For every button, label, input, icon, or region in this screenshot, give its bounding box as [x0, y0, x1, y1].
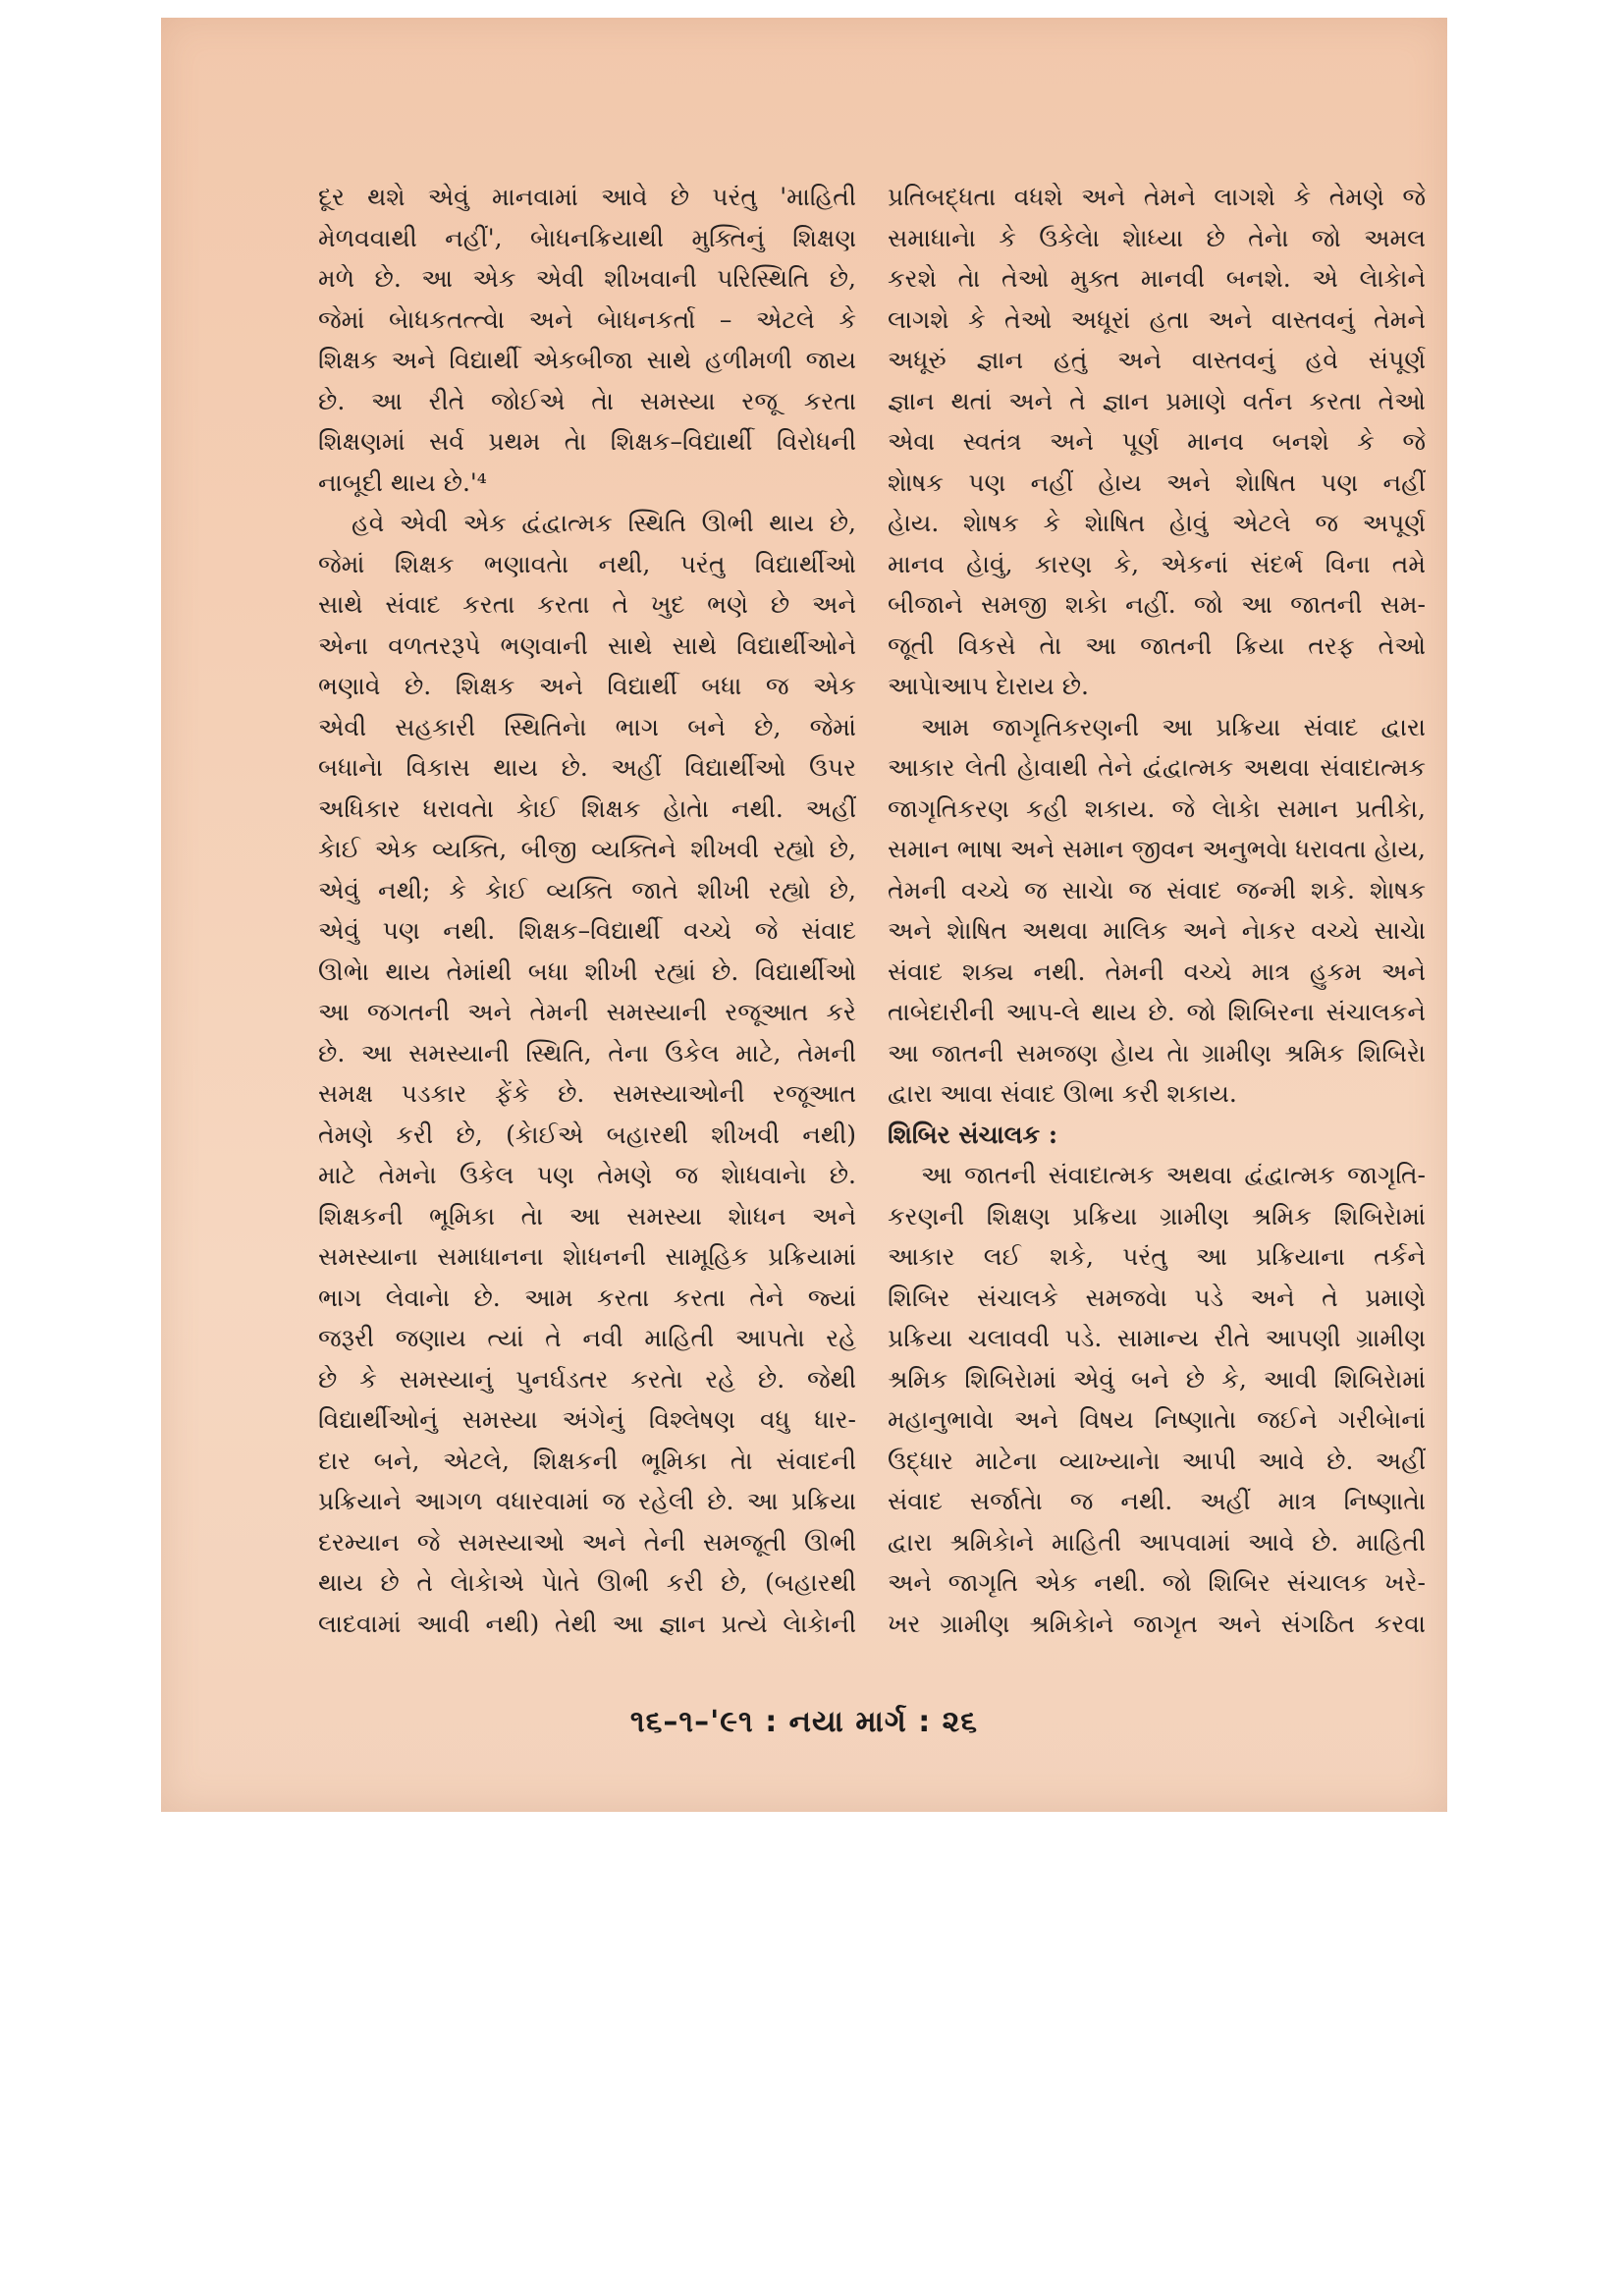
- text-line: સમાન ભાષા અને સમાન જીવન અનુભવેા ધરાવતા હેાય,: [888, 835, 1426, 863]
- text-line: ખર ગ્રામીણ શ્રમિકેાને જાગૃત અને સંગઠિત કરવા: [888, 1609, 1426, 1638]
- text-line: જ્ઞાન થતાં અને તે જ્ઞાન પ્રમાણે વર્તન કરતા તેઓ: [888, 386, 1426, 415]
- paragraph-start-line: આમ જાગૃતિકરણની આ પ્રક્રિયા સંવાદ દ્વારા: [921, 712, 1426, 741]
- text-line: દ્વારા આવા સંવાદ ઊભા કરી શકાય.: [888, 1079, 1237, 1108]
- text-line: જેમાં બેાધકતત્ત્વેા અને બેાધનકર્તા – એટલે કે: [318, 304, 856, 334]
- left-text-column: [318, 177, 856, 1644]
- text-line: લાદવામાં આવી નથી) તેથી આ જ્ઞાન પ્રત્યે લેાકેાની: [318, 1609, 856, 1638]
- text-line: તાબેદારીની આપ-લે થાય છે. જો શિબિરના સંચાલકને: [888, 998, 1426, 1026]
- text-line: સમાધાનેા કે ઉકેલેા શેાધ્યા છે તેનેા જો અમલ: [888, 223, 1426, 252]
- text-line: અધૂરું જ્ઞાન હતું અને વાસ્તવનું હવે સંપૂર્ણ: [888, 346, 1426, 374]
- text-line: કેાઈ એક વ્યક્તિ, બીજી વ્યક્તિને શીખવી રહ્યો છે,: [318, 835, 856, 863]
- text-line: શ્રમિક શિબિરેામાં એવું બને છે કે, આવી શિબિરેામાં: [888, 1364, 1426, 1394]
- text-line: માટે તેમનેા ઉકેલ પણ તેમણે જ શેાધવાનેા છે.: [318, 1161, 856, 1189]
- text-line: ભણાવે છે. શિક્ષક અને વિદ્યાર્થી બધા જ એક: [318, 672, 856, 700]
- text-line: પ્રતિબદ્ધતા વધશે અને તેમને લાગશે કે તેમણે જે: [888, 183, 1426, 211]
- paragraph-start-line: હવે એવી એક દ્વંદ્વાત્મક સ્થિતિ ઊભી થાય છે,: [352, 509, 856, 537]
- text-line: શેાષક પણ નહીં હેાય અને શેાષિત પણ નહીં: [888, 467, 1426, 497]
- text-line: અધિકાર ધરાવતેા કેાઈ શિક્ષક હેાતેા નથી. અહીં: [318, 793, 856, 823]
- page-footer: ૧૬–૧–'૯૧ : નયા માર્ગ : ૨૬: [629, 1705, 979, 1739]
- text-line: જાગૃતિકરણ કહી શકાય. જે લેાકેા સમાન પ્રતીકેા,: [888, 793, 1426, 823]
- text-line: દ્વારા શ્રમિકેાને માહિતી આપવામાં આવે છે. માહિતી: [888, 1527, 1426, 1557]
- paragraph-start-line: આ જાતની સંવાદાત્મક અથવા દ્વંદ્વાત્મક જાગૃતિ-: [921, 1161, 1426, 1189]
- right-text-column: [888, 177, 1426, 1644]
- text-line: ઉદ્ધાર માટેના વ્યાખ્યાનેા આપી આવે છે. અહીં: [888, 1446, 1426, 1475]
- text-line: જેમાં શિક્ષક ભણાવતેા નથી, પરંતુ વિદ્યાર્થીઓ: [318, 549, 856, 578]
- text-line: મળે છે. આ એક એવી શીખવાની પરિસ્થિતિ છે,: [318, 264, 856, 293]
- text-line: સંવાદ શક્ય નથી. તેમની વચ્ચે માત્ર હુકમ અને: [888, 957, 1426, 986]
- text-line: આ જાતની સમજણ હેાય તેા ગ્રામીણ શ્રમિક શિબિરેા: [888, 1038, 1426, 1067]
- text-line: શિક્ષકની ભૂમિકા તેા આ સમસ્યા શેાધન અને: [318, 1201, 856, 1230]
- text-line: દૂર થશે એવું માનવામાં આવે છે પરંતુ 'માહિતી: [318, 183, 856, 211]
- text-line: વિદ્યાર્થીઓનું સમસ્યા અંગેનું વિશ્લેષણ વધુ ધાર-: [318, 1405, 856, 1434]
- text-line: પ્રક્રિયા ચલાવવી પડે. સામાન્ય રીતે આપણી ગ્રામીણ: [888, 1324, 1426, 1352]
- text-line: તેમણે કરી છે, (કેાઈએ બહારથી શીખવી નથી): [318, 1120, 856, 1149]
- text-line: આકાર લઈ શકે, પરંતુ આ પ્રક્રિયાના તર્કને: [888, 1242, 1426, 1271]
- text-line: એવી સહકારી સ્થિતિનેા ભાગ બને છે, જેમાં: [318, 712, 856, 741]
- text-line: ઊભેા થાય તેમાંથી બધા શીખી રહ્યાં છે. વિદ્યાર્થીઓ: [318, 957, 856, 986]
- text-line: સાથે સંવાદ કરતા કરતા તે ખુદ ભણે છે અને: [318, 590, 856, 619]
- text-line: શિબિર સંચાલકે સમજવેા પડે અને તે પ્રમાણે: [888, 1283, 1426, 1312]
- text-line: કરણની શિક્ષણ પ્રક્રિયા ગ્રામીણ શ્રમિક શિબિરેામાં: [888, 1201, 1426, 1230]
- text-line: કરશે તેા તેઓ મુક્ત માનવી બનશે. એ લેાકેાને: [888, 264, 1426, 293]
- text-line: પ્રક્રિયાને આગળ વધારવામાં જ રહેલી છે. આ પ્રક્રિયા: [318, 1487, 856, 1515]
- text-line: છે. આ સમસ્યાની સ્થિતિ, તેના ઉકેલ માટે, તેમની: [318, 1038, 856, 1067]
- text-line: છે કે સમસ્યાનું પુનર્ઘડતર કરતેા રહે છે. જેથી: [318, 1364, 856, 1394]
- section-heading: શિબિર સંચાલક :: [888, 1120, 1058, 1149]
- text-line: એવું પણ નથી. શિક્ષક–વિદ્યાર્થી વચ્ચે જે સંવાદ: [318, 916, 856, 945]
- text-line: અને શેાષિત અથવા માલિક અને નેાકર વચ્ચે સાચેા: [888, 916, 1426, 945]
- text-line: શિક્ષણમાં સર્વ પ્રથમ તેા શિક્ષક–વિદ્યાર્થી વિરોધની: [318, 427, 856, 456]
- page-sheet: [161, 18, 1447, 1812]
- text-line: એવા સ્વતંત્ર અને પૂર્ણ માનવ બનશે કે જે: [888, 427, 1426, 456]
- text-line: આકાર લેતી હેાવાથી તેને દ્વંદ્વાત્મક અથવા સંવાદાત્મક: [888, 753, 1426, 782]
- text-line: દાર બને, એટલે, શિક્ષકની ભૂમિકા તેા સંવાદની: [318, 1446, 856, 1475]
- text-line: દરમ્યાન જે સમસ્યાઓ અને તેની સમજૂતી ઊભી: [318, 1527, 856, 1557]
- text-line: આ જગતની અને તેમની સમસ્યાની રજૂઆત કરે: [318, 998, 856, 1026]
- text-line: નાબૂદી થાય છે.'⁴: [318, 467, 487, 497]
- text-line: બીજાને સમજી શકેા નહીં. જો આ જાતની સમ-: [888, 590, 1426, 619]
- text-line: એના વળતરરૂપે ભણવાની સાથે સાથે વિદ્યાર્થીઓને: [318, 630, 856, 660]
- text-line: સમક્ષ પડકાર ફેંકે છે. સમસ્યાઓની રજૂઆત: [318, 1079, 856, 1108]
- text-line: મહાનુભાવેા અને વિષય નિષ્ણાતેા જઈને ગરીબેાનાં: [888, 1405, 1426, 1434]
- text-line: જૂતી વિકસે તેા આ જાતની ક્રિયા તરફ તેઓ: [888, 630, 1426, 660]
- text-line: હેાય. શેાષક કે શેાષિત હેાવું એટલે જ અપૂર્ણ: [888, 509, 1426, 537]
- text-line: જરૂરી જણાય ત્યાં તે નવી માહિતી આપતેા રહે: [318, 1324, 856, 1352]
- text-line: લાગશે કે તેઓ અધૂરાં હતા અને વાસ્તવનું તેમને: [888, 304, 1426, 334]
- text-line: એવું નથી; કે કેાઈ વ્યક્તિ જાતે શીખી રહ્યો છે,: [318, 875, 856, 904]
- text-line: ભાગ લેવાનેા છે. આમ કરતા કરતા તેને જ્યાં: [318, 1283, 856, 1312]
- text-line: થાય છે તે લેાકેાએ પેાતે ઊભી કરી છે, (બહારથી: [318, 1568, 856, 1597]
- text-line: તેમની વચ્ચે જ સાચેા જ સંવાદ જન્મી શકે. શેાષક: [888, 875, 1426, 904]
- text-line: શિક્ષક અને વિદ્યાર્થી એકબીજા સાથે હળીમળી જાય: [318, 346, 856, 374]
- text-line: મેળવવાથી નહીં', બેાધનક્રિયાથી મુક્તિનું શિક્ષણ: [318, 223, 856, 252]
- text-line: માનવ હેાવું, કારણ કે, એકનાં સંદર્ભ વિના તમે: [888, 549, 1426, 578]
- text-line: અને જાગૃતિ એક નથી. જો શિબિર સંચાલક ખરે-: [888, 1568, 1426, 1597]
- text-line: સંવાદ સર્જાતેા જ નથી. અહીં માત્ર નિષ્ણાતેા: [888, 1487, 1426, 1515]
- text-line: છે. આ રીતે જોઈએ તેા સમસ્યા રજૂ કરતા: [318, 386, 856, 415]
- text-line: આપેાઆપ દેારાય છે.: [888, 672, 1089, 700]
- text-line: સમસ્યાના સમાધાનના શેાધનની સામૂહિક પ્રક્રિયામાં: [318, 1242, 856, 1271]
- text-line: બધાનેા વિકાસ થાય છે. અહીં વિદ્યાર્થીઓ ઉપર: [318, 753, 856, 782]
